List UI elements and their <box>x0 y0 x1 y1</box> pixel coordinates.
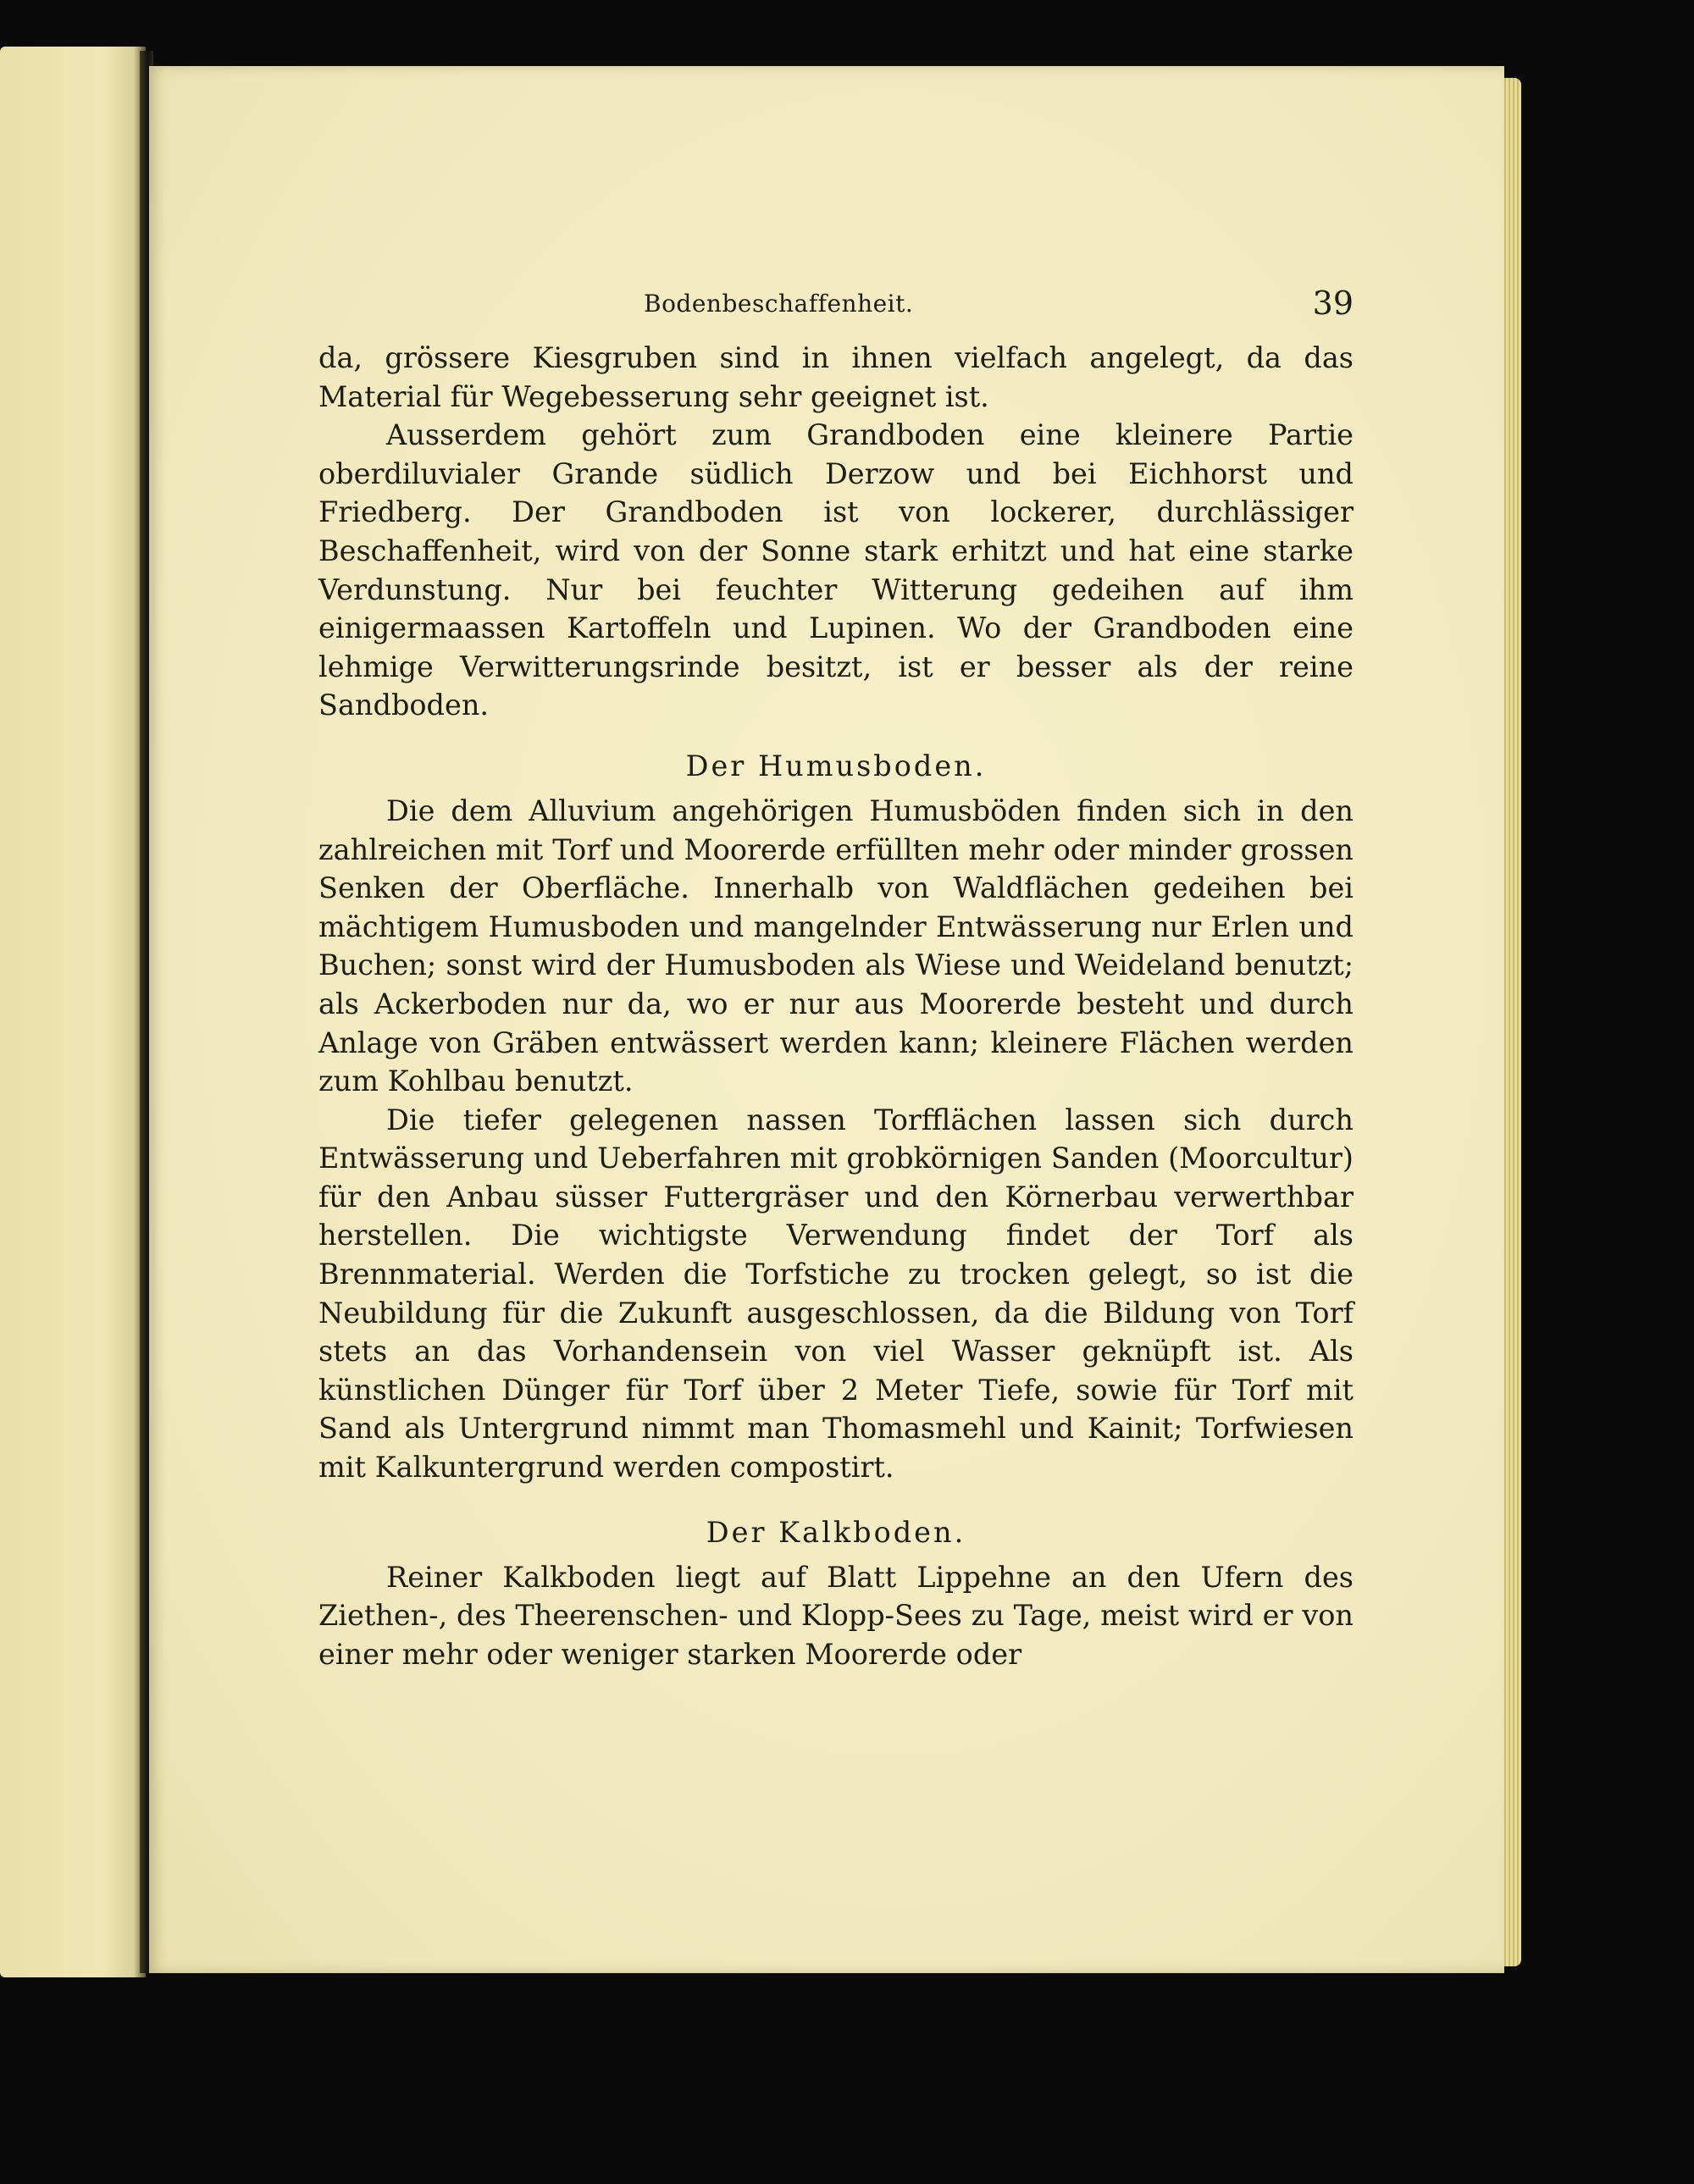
paragraph-grand-continuation: da, grössere Kiesgruben sind in ihnen vielfach angelegt, da das Material für Wegebesserung sehr geeignet ist. <box>318 341 1354 413</box>
heading-humusboden: Der Humusboden. <box>685 749 987 782</box>
previous-page-edge <box>0 47 146 1977</box>
paragraph-torf-usage: Die tiefer gelegenen nassen Torfflächen lassen sich durch Entwässerung und Ueberfahren mit grobkörnigen Sanden (Moorcultur) für den Anbau süsser Futtergräser und den Körnerbau verwerthbar herstellen. Die wichtigste Verwendung findet der Torf als Brennmaterial. Werden die Torfstiche zu trocken gelegt, so ist die Neubildung für die Zukunft ausgeschlossen, da die Bildung von Torf stets an das Vorhandensein von viel Wasser geknüpft ist. Als künstlichen Dünger für Torf über 2 Meter Tiefe, sowie für Torf mit Sand als Untergrund nimmt man Thomasmehl und Kainit; Torfwiesen mit Kalkuntergrund werden compostirt. <box>318 1103 1354 1485</box>
paragraph-kalk-occurrence: Reiner Kalkboden liegt auf Blatt Lippehne an den Ufern des Ziethen-, des Theerenschen- und Klopp-Sees zu Tage, meist wird er von einer mehr oder weniger starken Moorerde oder <box>318 1560 1354 1671</box>
page-number: 39 <box>1312 285 1354 322</box>
paragraph-grand-description: Ausserdem gehört zum Grandboden eine kleinere Partie oberdiluvialer Grande südlich Derzow und bei Eichhorst und Friedberg. Der Grandboden ist von lockerer, durchlässiger Beschaffenheit, wird von der Sonne stark erhitzt und hat eine starke Verdunstung. Nur bei feuchter Witterung gedeihen auf ihm einigermaassen Kartoffeln und Lupinen. Wo der Grandboden eine lehmige Verwitterungsrinde besitzt, ist er besser als der reine Sandboden. <box>318 418 1354 722</box>
running-title: Bodenbeschaffenheit. <box>644 290 914 318</box>
heading-kalkboden: Der Kalkboden. <box>706 1515 966 1549</box>
page-text <box>318 285 1354 1673</box>
paragraph-humus-occurrence: Die dem Alluvium angehörigen Humusböden finden sich in den zahlreichen mit Torf und Moorerde erfüllten mehr oder minder grossen Senken der Oberfläche. Innerhalb von Waldflächen gedeihen bei mächtigem Humusboden und mangelnder Entwässerung nur Erlen und Buchen; sonst wird der Humusboden als Wiese und Weideland benutzt; als Ackerboden nur da, wo er nur aus Moorerde besteht und durch Anlage von Gräben entwässert werden kann; kleinere Flächen werden zum Kohlbau benutzt. <box>318 793 1354 1098</box>
book-page <box>149 66 1504 1973</box>
running-head <box>318 285 1354 339</box>
